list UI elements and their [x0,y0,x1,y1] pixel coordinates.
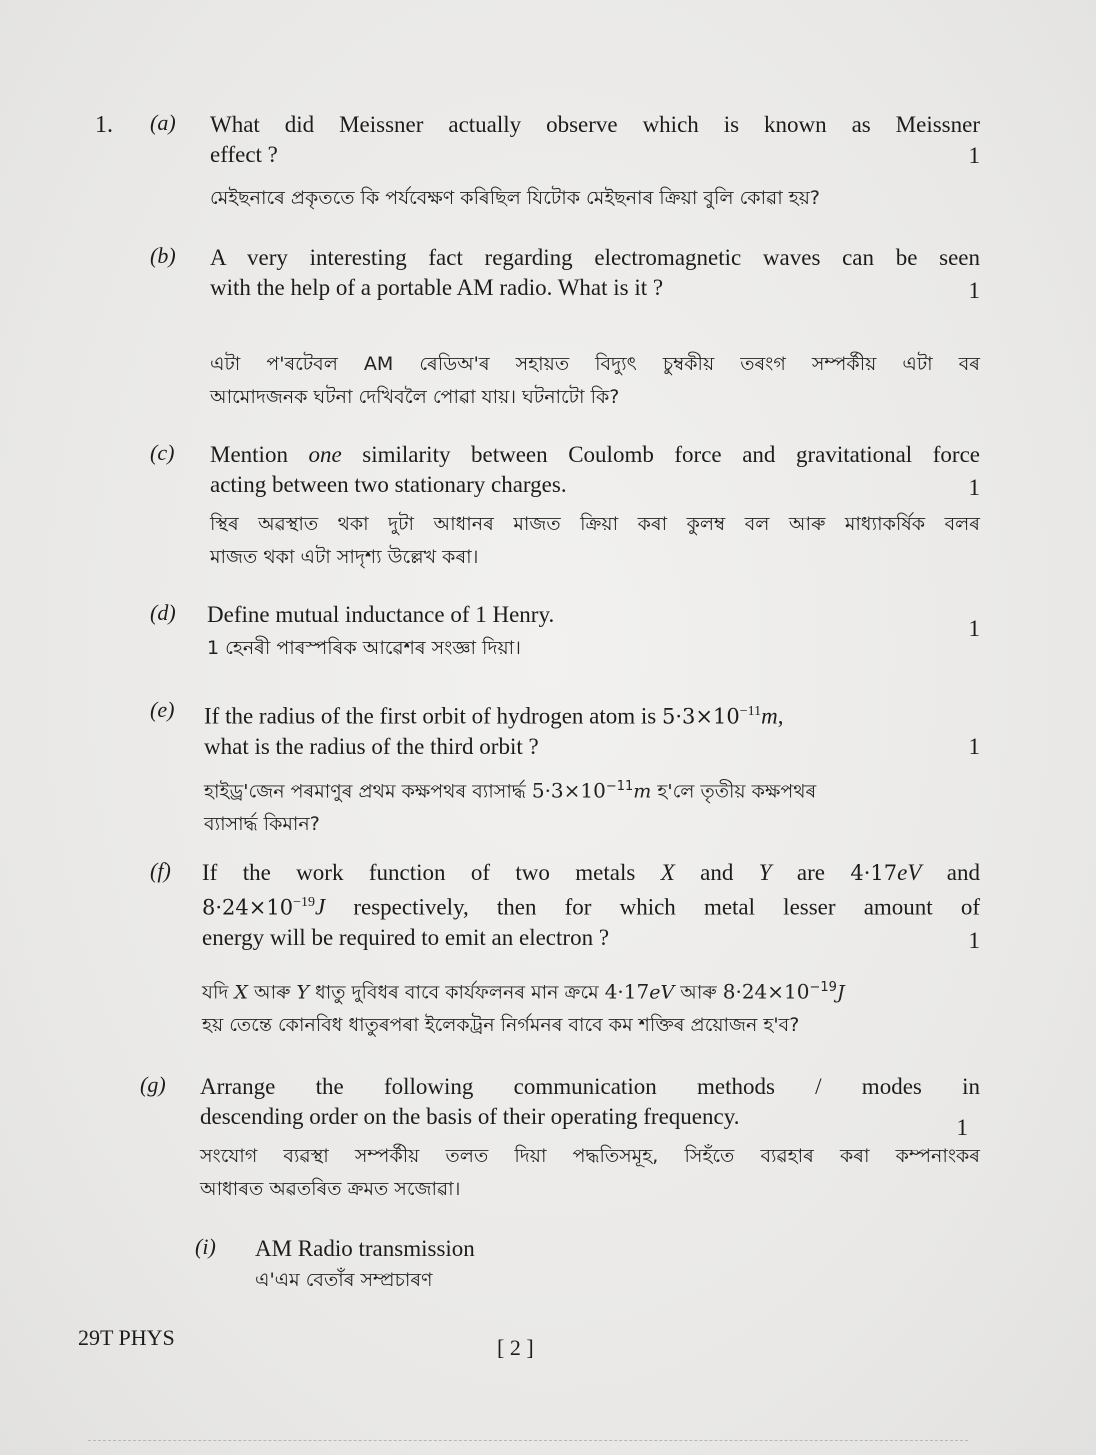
item-mark: 1 [956,1115,968,1140]
sub-item-english: AM Radio transmission [255,1236,475,1261]
item-label: (c) [150,440,175,465]
item-mark: 1 [968,475,980,500]
page-number: [ 2 ] [497,1335,534,1360]
item-mark: 1 [968,928,980,953]
item-english: What did Meissner actually observe which is known as Meissner effect ? 1 [210,110,980,170]
item-assamese: হাইড্ৰ'জেন পৰমাণুৰ প্ৰথম কক্ষপথৰ ব্যাসাৰ্দ্ধ $5\cdot 3\times 10^{-11}m$ হ'লে তৃতীয় কক্ষপথৰ ব্যাসাৰ্দ্ধ কিমান? [204,777,817,835]
item-label: (g) [140,1072,166,1097]
question-item-e [150,697,980,841]
question-item-a [150,110,980,215]
item-english: If the radius of the first orbit of hydrogen atom is $5\cdot 3\times 10^{-11}m$, what is the radius of the third orbit ? 1 [204,697,980,762]
question-item-b [150,243,980,414]
item-assamese: এটা প'ৰটেবল AM ৰেডিঅ'ৰ সহায়ত বিদ্যুৎ চুম্বকীয় তৰংগ সম্পৰ্কীয় এটা বৰ আমোদজনক ঘটনা দেখিবলৈ পোৱা যায়। ঘটনাটো কি? [210,353,980,408]
item-mark: 1 [968,734,980,759]
item-label: (a) [150,110,176,135]
item-label: (f) [150,858,171,883]
item-english: Mention one similarity between Coulomb force and gravitational force acting between two stationary charges. 1 [210,440,980,500]
item-assamese: যদি X আৰু Y ধাতু দুবিধৰ বাবে কাৰ্যফলনৰ মান ক্ৰমে 4·17eV আৰু $8\cdot 24\times 10^{-19}J$ হয় তেন্তে কোনবিধ ধাতুৰপৰা ইলেকট্ৰন নিৰ্গমনৰ বাবে কম শক্তিৰ প্ৰয়োজন হ'ব? [202,978,845,1036]
question-number: 1. [95,112,113,138]
sub-item-label: (i) [195,1234,216,1259]
question-item-c [150,440,980,574]
item-label: (e) [150,697,175,722]
item-mark: 1 [968,278,980,303]
item-label: (b) [150,243,176,268]
item-mark: 1 [968,143,980,168]
question-item-g [140,1072,980,1206]
item-label: (d) [150,600,176,625]
item-assamese: সংযোগ ব্যৱস্থা সম্পৰ্কীয় তলত দিয়া পদ্ধতিসমূহ, সিহঁতে ব্যৱহাৰ কৰা কম্পনাংকৰ আধাৰত অৱতৰিত ক্ৰমত সজোৱা। [200,1145,980,1200]
item-english: If the work function of two metals X and Y are 4·17eV and $8\cdot 24\times 10^{-19}J$ respectively, then for which metal lesser amount of energy will be required to emit an electron ? 1 [202,858,980,953]
question-item-f [150,858,980,1042]
item-english: Arrange the following communication methods / modes in descending order on the basis of their operating frequency. 1 [200,1072,980,1132]
footer-divider [88,1440,968,1441]
item-assamese: স্থিৰ অৱস্থাত থকা দুটা আধানৰ মাজত ক্ৰিয়া কৰা কুলম্ব বল আৰু মাধ্যাকৰ্ষিক বলৰ মাজত থকা এটা সাদৃশ্য উল্লেখ কৰা। [210,513,980,568]
item-assamese: মেইছনাৰে প্ৰকৃততে কি পৰ্যবেক্ষণ কৰিছিল যিটোক মেইছনাৰ ক্ৰিয়া বুলি কোৱা হয়? [210,187,821,209]
item-assamese: 1 হেনৰী পাৰস্পৰিক আৱেশৰ সংজ্ঞা দিয়া। [207,637,521,659]
item-mark: 1 [968,616,980,641]
paper-code: 29T PHYS [78,1325,175,1350]
item-english: Define mutual inductance of 1 Henry. 1 [207,600,980,630]
question-item-d [150,600,980,665]
item-english: A very interesting fact regarding electromagnetic waves can be seen with the help of a portable AM radio. What is it ? 1 [210,243,980,303]
sub-item-i [195,1234,795,1297]
sub-item-assamese: এ'এম বেতাঁৰ সম্প্ৰচাৰণ [255,1269,433,1291]
